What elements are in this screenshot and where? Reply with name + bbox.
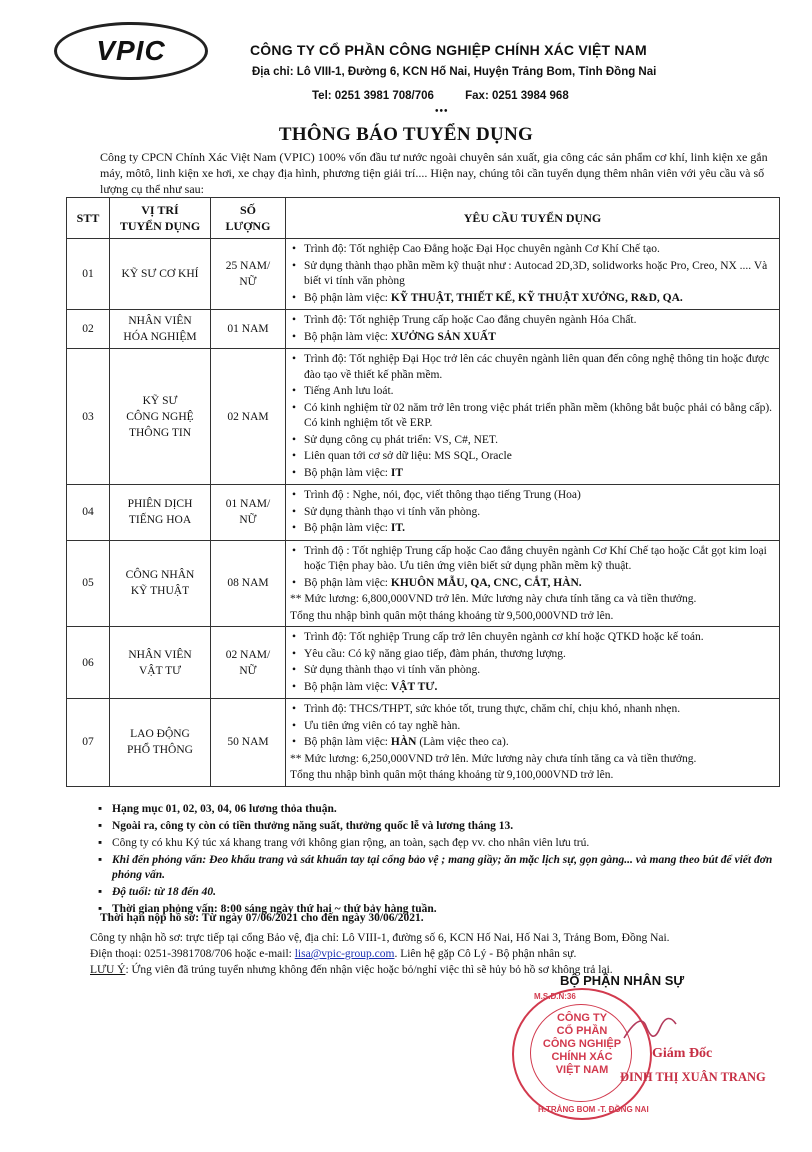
row-requirements (286, 627, 780, 699)
receive-location: Công ty nhận hồ sơ: trực tiếp tại cổng Bảo vệ, địa chỉ: Lô VIII-1, đường số 6, KCN Hố Nai, Hố Nai 3, Trảng Bom, Đồng Nai. (90, 932, 670, 944)
row-requirements (286, 349, 780, 485)
table-row (67, 699, 780, 787)
row-requirements (286, 310, 780, 349)
footer-notes (98, 800, 788, 919)
requirement-item: • Trình độ: Tốt nghiệp Trung cấp hoặc Cao đẳng chuyên ngành Hóa Chất. (290, 313, 775, 329)
company-phones (312, 90, 569, 102)
table-row (67, 540, 780, 627)
contact-block (90, 930, 670, 978)
row-stt: 02 (67, 310, 110, 349)
director-title: Giám Đốc (652, 1046, 713, 1061)
salary-note: Tổng thu nhập bình quân một tháng khoảng từ 9,500,000VND trở lên. (290, 609, 614, 622)
requirement-item: • Trình độ: Tốt nghiệp Cao Đẳng hoặc Đại Học chuyên ngành Cơ Khí Chế tạo. (290, 242, 775, 258)
requirement-item: • Sử dụng thành thạo phần mềm kỹ thuật như : Autocad 2D,3D, solidworks hoặc Pro, Creo, NX .... Và biết vi tính văn phòng (290, 259, 775, 290)
table-row (67, 239, 780, 310)
salary-note: ** Mức lương: 6,800,000VND trở lên. Mức lương này chưa tính tăng ca và tiền thưởng. (290, 593, 697, 605)
row-quantity: 50 NAM (211, 699, 286, 787)
requirement-item: • Trình độ : Tốt nghiệp Trung cấp hoặc Cao đẳng chuyên ngành Cơ Khí Chế tạo hoặc Cắt gọt kim loại hoặc Tiện phay bào. Ưu tiên ứng viên biết sử dụng phần mềm kỹ thuật. (290, 544, 775, 575)
row-requirements (286, 699, 780, 787)
jobs-table (66, 197, 780, 787)
footer-bullet: ▪ Thời gian phỏng vấn: 8:00 sáng ngày thứ hai ~ thứ bảy hàng tuần. (98, 902, 788, 917)
footer-bullet: ▪ Khi đến phỏng vấn: Đeo khẩu trang và sát khuẩn tay tại cổng bảo vệ ; mang giầy; ăn mặc lịch sự, gọn gàng... và mang theo bút để viết đơn phỏng vấn. (98, 853, 788, 883)
table-row (67, 310, 780, 349)
row-stt: 05 (67, 540, 110, 627)
requirement-item: • Bộ phận làm việc: IT. (290, 521, 775, 537)
divider-dots: ••• (435, 106, 449, 117)
contact-line: Điện thoại: 0251-3981708/706 hoặc e-mail: lisa@vpic-group.com. Liên hệ gặp Cô Lý - Bộ phận nhân sự. (90, 948, 577, 960)
requirement-item: • Sử dụng thành thạo vi tính văn phòng. (290, 505, 775, 521)
row-stt: 06 (67, 627, 110, 699)
row-position: KỸ SƯ CÔNG NGHỆ THÔNG TIN (110, 349, 211, 485)
row-quantity: 25 NAM/ NỮ (211, 239, 286, 310)
note-label: LƯU Ý (90, 964, 126, 976)
requirement-item: • Sử dụng thành thạo vi tính văn phòng. (290, 663, 775, 679)
table-row (67, 627, 780, 699)
row-requirements (286, 540, 780, 627)
salary-note: Tổng thu nhập bình quân một tháng khoảng từ 9,100,000VND trở lên. (290, 769, 614, 781)
page-title: THÔNG BÁO TUYỂN DỤNG (278, 124, 534, 145)
tel-number: Tel: 0251 3981 708/706 (312, 90, 434, 102)
row-stt: 07 (67, 699, 110, 787)
director-name: ĐINH THỊ XUÂN TRANG (620, 1070, 766, 1084)
letterhead (52, 14, 772, 118)
footer-bullet: ▪ Độ tuổi: từ 18 đến 40. (98, 885, 788, 900)
footer-bullet: ▪ Công ty có khu Ký túc xá khang trang với không gian rộng, an toàn, sạch đẹp vv. cho nhân viên lưu trú. (98, 836, 788, 851)
header-requirements: YÊU CẦU TUYỂN DỤNG (286, 198, 780, 239)
note-line: LƯU Ý: Ứng viên đã trúng tuyển nhưng không đến nhận việc hoặc bỏ/nghỉ việc thì sẽ hủy bỏ hồ sơ không trả lại. (90, 964, 613, 976)
requirement-item: • Sử dụng công cụ phát triển: VS, C#, NET. (290, 433, 775, 449)
requirement-item: • Tiếng Anh lưu loát. (290, 384, 775, 400)
salary-note: ** Mức lương: 6,250,000VND trở lên. Mức lương này chưa tính tăng ca và tiền thưởng. (290, 752, 697, 765)
requirement-item: • Ưu tiên ứng viên có tay nghề hàn. (290, 719, 775, 735)
footer-bullet: ▪ Ngoài ra, công ty còn có tiền thưởng năng suất, thưởng quốc lễ và lương tháng 13. (98, 819, 788, 834)
requirement-item: • Bộ phận làm việc: KỸ THUẬT, THIẾT KẾ, KỸ THUẬT XƯỞNG, R&D, QA. (290, 291, 775, 307)
row-stt: 04 (67, 485, 110, 541)
row-position: PHIÊN DỊCH TIẾNG HOA (110, 485, 211, 541)
requirement-item: • Trình độ : Nghe, nói, đọc, viết thông thạo tiếng Trung (Hoa) (290, 488, 775, 504)
row-requirements (286, 485, 780, 541)
handwritten-signature (620, 1012, 680, 1046)
application-deadline: Thời hạn nộp hồ sơ: Từ ngày 07/06/2021 cho đến ngày 30/06/2021. (100, 912, 424, 924)
row-quantity: 02 NAM/ NỮ (211, 627, 286, 699)
row-position: KỸ SƯ CƠ KHÍ (110, 239, 211, 310)
row-quantity: 01 NAM/ NỮ (211, 485, 286, 541)
requirement-item: • Bộ phận làm việc: KHUÔN MẪU, QA, CNC, CẮT, HÀN. (290, 576, 775, 592)
requirement-item: • Trình độ: Tốt nghiệp Đại Học trở lên các chuyên ngành liên quan đến công nghệ thông tin hoặc được đào tạo về thiết kế phần mềm. (290, 352, 775, 383)
requirement-item: • Trình độ: THCS/THPT, sức khỏe tốt, trung thực, chăm chỉ, chịu khó, nhanh nhẹn. (290, 702, 775, 718)
department-label: BỘ PHẬN NHÂN SỰ (560, 973, 685, 988)
requirement-item: • Bộ phận làm việc: XƯỞNG SẢN XUẤT (290, 330, 775, 346)
company-address: Địa chỉ: Lô VIII-1, Đường 6, KCN Hố Nai, Huyện Trảng Bom, Tỉnh Đồng Nai (252, 66, 657, 78)
requirement-item: • Trình độ: Tốt nghiệp Trung cấp trở lên chuyên ngành cơ khí hoặc QTKD hoặc kế toán. (290, 630, 775, 646)
fax-number: Fax: 0251 3984 968 (465, 90, 569, 102)
company-name: CÔNG TY CỔ PHẦN CÔNG NGHIỆP CHÍNH XÁC VIỆT NAM (250, 42, 647, 58)
logo-text: VPIC (96, 35, 166, 66)
row-requirements (286, 239, 780, 310)
header-position: VỊ TRÍ TUYỂN DỤNG (110, 198, 211, 239)
row-stt: 03 (67, 349, 110, 485)
requirement-item: • Bộ phận làm việc: IT (290, 466, 775, 482)
row-stt: 01 (67, 239, 110, 310)
company-stamp: M.S.D.N:36 CÔNG TY CỔ PHẦN CÔNG NGHIỆP CHÍNH XÁC VIỆT NAM H.TRẢNG BOM -T. ĐỒNG NAI (512, 988, 652, 1120)
table-row (67, 349, 780, 485)
header-stt: STT (67, 198, 110, 239)
row-position: NHÂN VIÊN HÓA NGHIỆM (110, 310, 211, 349)
row-position: LAO ĐỘNG PHỔ THÔNG (110, 699, 211, 787)
footer-bullet: ▪ Hạng mục 01, 02, 03, 04, 06 lương thỏa thuận. (98, 802, 788, 817)
row-position: CÔNG NHÂN KỸ THUẬT (110, 540, 211, 627)
requirement-item: • Bộ phận làm việc: VẬT TƯ. (290, 680, 775, 696)
table-header-row (67, 198, 780, 239)
row-quantity: 08 NAM (211, 540, 286, 627)
table-row (67, 485, 780, 541)
requirement-item: • Yêu cầu: Có kỹ năng giao tiếp, đàm phán, thương lượng. (290, 647, 775, 663)
requirement-item: • Có kinh nghiệm từ 02 năm trở lên trong việc phát triển phần mềm (không bắt buộc phải có bằng cấp). Có kinh nghiệm tốt về ERP. (290, 401, 775, 432)
row-position: NHÂN VIÊN VẬT TƯ (110, 627, 211, 699)
header-quantity: SỐ LƯỢNG (211, 198, 286, 239)
intro-paragraph: Công ty CPCN Chính Xác Việt Nam (VPIC) 100% vốn đầu tư nước ngoài chuyên sản xuất, gia công các sản phẩm cơ khí, linh kiện xe gắn máy, môtô, linh kiện xe hơi, xe chạy địa hình, phương tiện giải trí.... Hiện nay, chúng tôi cần tuyển dụng thêm nhân viên với yêu cầu và số lượng cụ thể như sau: (100, 150, 768, 196)
row-quantity: 02 NAM (211, 349, 286, 485)
requirement-item: • Bộ phận làm việc: HÀN (Làm việc theo ca). (290, 735, 775, 751)
email-link[interactable]: lisa@vpic-group.com (294, 948, 395, 960)
requirement-item: • Liên quan tới cơ sở dữ liệu: MS SQL, Oracle (290, 449, 775, 465)
row-quantity: 01 NAM (211, 310, 286, 349)
company-logo (54, 22, 208, 80)
